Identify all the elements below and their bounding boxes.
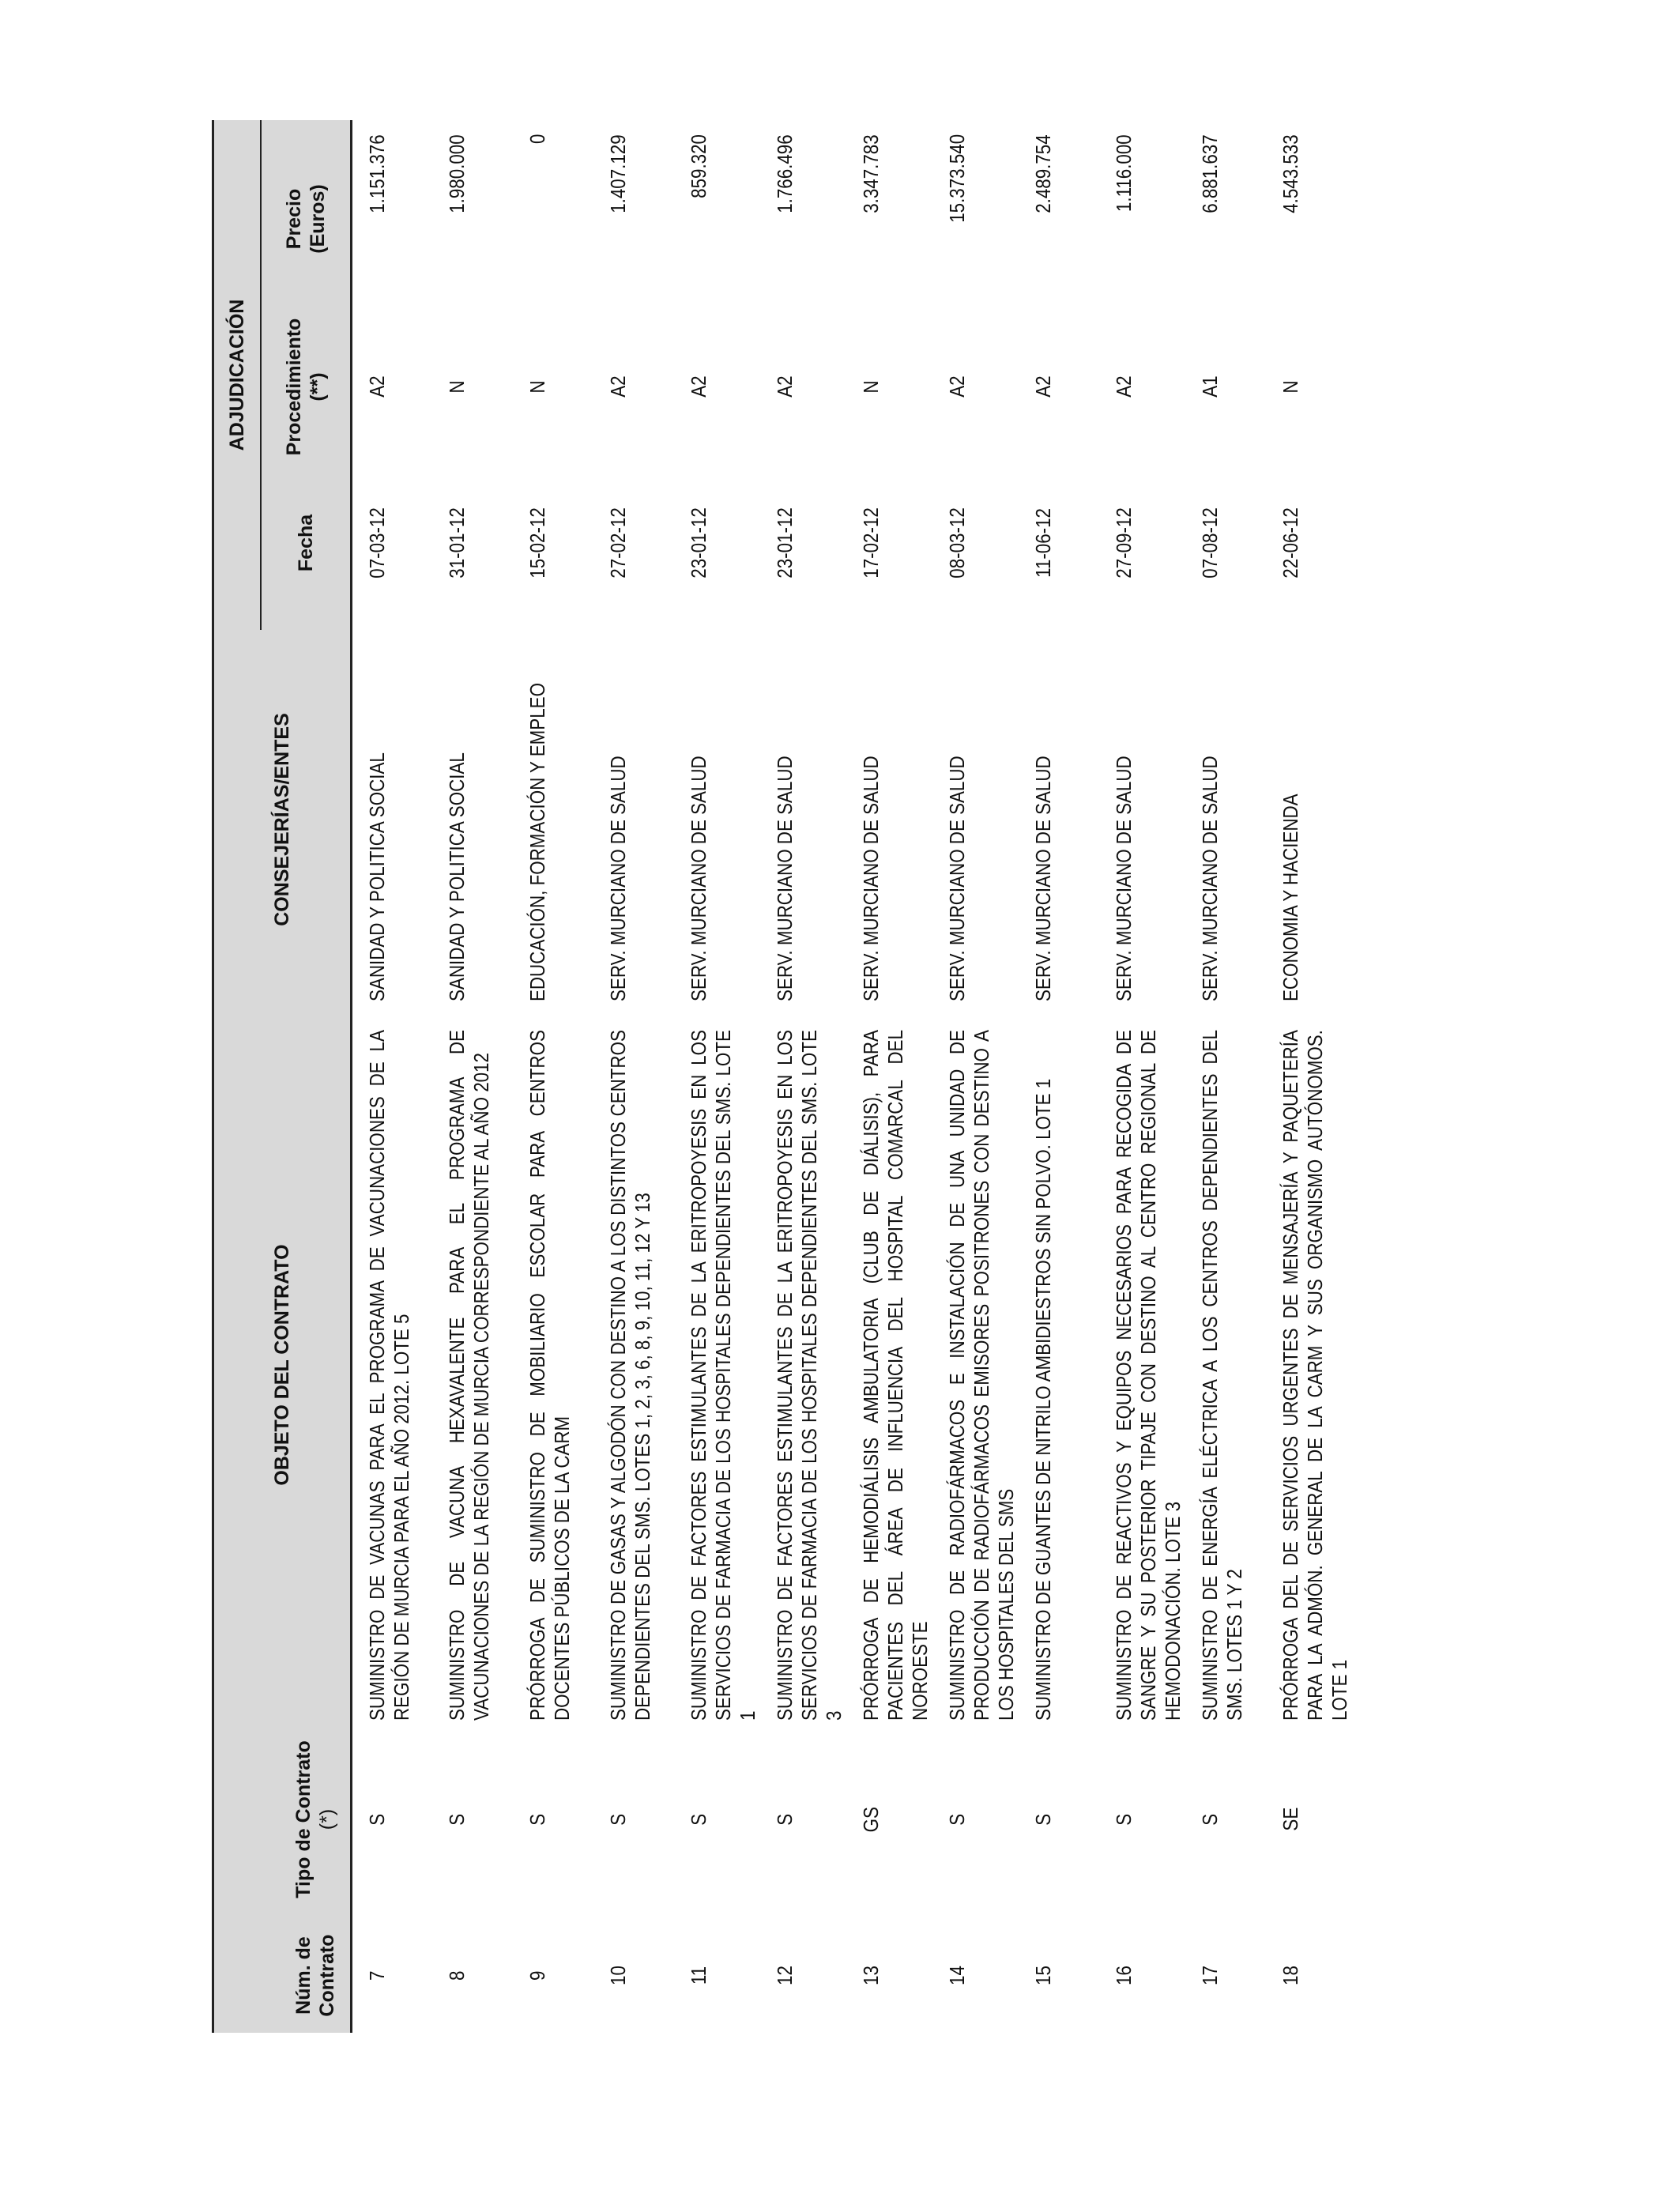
contract-object: SUMINISTRO DE FACTORES ESTIMULANTES DE LA ERITROPOYESIS EN LOS SERVICIOS DE FARMACIA DE LOS HOSPITALES DEPENDIENTES DEL SMS. LOTE 3 (772, 1030, 846, 1721)
contract-number-cell (513, 1918, 593, 2033)
header-fecha (261, 456, 352, 630)
table-body (352, 120, 1352, 2033)
header-fecha-label: Fecha (295, 514, 317, 572)
contract-type: GS (858, 1806, 883, 1833)
award-procedure-cell (352, 318, 432, 456)
contract-type: S (686, 1813, 710, 1826)
contract-number: 13 (858, 1966, 883, 1985)
contract-object: SUMINISTRO DE REACTIVOS Y EQUIPOS NECESARIOS PARA RECOGIDA DE SANGRE Y SU POSTERIOR TIPAJE CON DESTINO AL CENTRO REGIONAL DE HEMODONACIÓN. LOTE 3 (1111, 1030, 1185, 1721)
contract-number-cell (432, 1918, 513, 2033)
award-price: 3.347.783 (858, 134, 883, 213)
contract-number-cell (1099, 1918, 1185, 2033)
header-procedimiento-label: Procedimiento (283, 318, 305, 456)
header-tipo-note: (*) (316, 1808, 338, 1830)
contract-type-cell (1019, 1721, 1099, 1918)
contract-type: SE (1278, 1808, 1302, 1831)
contract-object-cell (1099, 1009, 1185, 1721)
award-date-cell (593, 456, 674, 630)
award-date-cell (1019, 456, 1099, 630)
contract-type-cell (932, 1721, 1019, 1918)
award-price: 1.766.496 (772, 134, 797, 213)
contract-number: 11 (686, 1966, 710, 1985)
contract-consejeria: SERV. MURCIANO DE SALUD (1030, 756, 1055, 1001)
contract-object: SUMINISTRO DE VACUNA HEXAVALENTE PARA EL PROGRAMA DE VACUNACIONES DE LA REGIÓN DE MURCIA CORRESPONDIENTE AL AÑO 2012 (444, 1030, 493, 1721)
table-row (1185, 120, 1266, 2033)
header-adjudicacion-label: ADJUDICACIÓN (226, 299, 248, 451)
contract-number: 14 (944, 1966, 969, 1985)
award-price: 1.116.000 (1111, 134, 1136, 212)
contract-type: S (944, 1813, 969, 1826)
contract-consejeria: SERV. MURCIANO DE SALUD (772, 756, 797, 1001)
contract-object-cell (593, 1009, 674, 1721)
contract-type: S (1111, 1813, 1136, 1826)
award-price: 1.980.000 (444, 134, 469, 213)
award-price-cell (760, 120, 846, 318)
award-procedure-cell (513, 318, 593, 456)
contract-consejeria-cell (760, 630, 846, 1009)
contract-object: PRÓRROGA DE HEMODIÁLISIS AMBULATORIA (CLUB DE DIÁLISIS), PARA PACIENTES DEL ÁREA DE INFLUENCIA DEL HOSPITAL COMARCAL DEL NOROESTE (858, 1030, 932, 1721)
award-price-cell (1185, 120, 1266, 318)
header-tipo (213, 1721, 352, 1918)
contract-type-cell (846, 1721, 932, 1918)
contract-consejeria: EDUCACIÓN, FORMACIÓN Y EMPLEO (525, 683, 549, 1001)
contract-type-cell (674, 1721, 760, 1918)
header-precio-label: Precio (283, 188, 305, 250)
contract-consejeria-cell (846, 630, 932, 1009)
award-procedure-cell (1266, 318, 1352, 456)
table-row (593, 120, 674, 2033)
contract-type-cell (432, 1721, 513, 1918)
award-price: 2.489.754 (1030, 134, 1055, 213)
contract-object: SUMINISTRO DE GASAS Y ALGODÓN CON DESTINO A LOS DISTINTOS CENTROS DEPENDIENTES DEL SMS. LOTES 1, 2, 3, 6, 8, 9, 10, 11, 12 Y 13 (605, 1030, 654, 1721)
contract-consejeria-cell (674, 630, 760, 1009)
award-date: 23-01-12 (772, 507, 797, 579)
header-tipo-label: Tipo de Contrato (292, 1740, 315, 1898)
contract-object-cell (1185, 1009, 1266, 1721)
contract-object-cell (760, 1009, 846, 1721)
contract-object: PRÓRROGA DEL DE SERVICIOS URGENTES DE MENSAJERÍA Y PAQUETERÍA PARA LA ADMÓN. GENERAL DE LA CARM Y SUS ORGANISMO AUTÓNOMOS. LOTE 1 (1278, 1030, 1351, 1721)
contract-object-cell (513, 1009, 593, 1721)
contract-number-cell (593, 1918, 674, 2033)
award-date-cell (1099, 456, 1185, 630)
contract-object: SUMINISTRO DE FACTORES ESTIMULANTES DE LA ERITROPOYESIS EN LOS SERVICIOS DE FARMACIA DE LOS HOSPITALES DEPENDIENTES DEL SMS. LOTE 1 (686, 1030, 759, 1721)
table-row (352, 120, 432, 2033)
contract-type-cell (352, 1721, 432, 1918)
header-num (213, 1918, 352, 2033)
contract-number: 16 (1111, 1966, 1136, 1985)
contract-number-cell (674, 1918, 760, 2033)
award-procedure: N (858, 380, 883, 394)
contract-type: S (1197, 1813, 1222, 1826)
header-objeto-label: OBJETO DEL CONTRATO (271, 1244, 293, 1486)
award-procedure-cell (846, 318, 932, 456)
contract-type: S (605, 1813, 630, 1826)
award-procedure: A2 (944, 375, 969, 398)
award-price-cell (846, 120, 932, 318)
award-date: 31-01-12 (444, 507, 469, 579)
contract-object-cell (1019, 1009, 1099, 1721)
contract-object-cell (352, 1009, 432, 1721)
contract-consejeria-cell (432, 630, 513, 1009)
award-date-cell (1185, 456, 1266, 630)
contract-number: 12 (772, 1966, 797, 1985)
award-date-cell (352, 456, 432, 630)
contract-type: S (1030, 1813, 1055, 1826)
contract-object-cell (1266, 1009, 1352, 1721)
header-objeto (213, 1009, 352, 1721)
award-procedure-cell (432, 318, 513, 456)
award-procedure: A1 (1197, 375, 1222, 398)
contract-type: S (772, 1813, 797, 1826)
contract-consejeria-cell (513, 630, 593, 1009)
table-row (432, 120, 513, 2033)
header-num-label: Núm. de Contrato (292, 1934, 338, 2017)
contract-number-cell (932, 1918, 1019, 2033)
award-procedure: N (525, 380, 549, 394)
contract-type-cell (1099, 1721, 1185, 1918)
contract-consejeria: SERV. MURCIANO DE SALUD (858, 756, 883, 1001)
award-procedure-cell (1185, 318, 1266, 456)
award-price-cell (1099, 120, 1185, 318)
contract-object: PRÓRROGA DE SUMINISTRO DE MOBILIARIO ESCOLAR PARA CENTROS DOCENTES PÚBLICOS DE LA CARM (525, 1030, 574, 1721)
award-date-cell (432, 456, 513, 630)
contract-number: 8 (444, 1970, 469, 1981)
award-price: 859.320 (686, 134, 710, 198)
award-price-cell (352, 120, 432, 318)
contract-consejeria-cell (1185, 630, 1266, 1009)
contract-number: 18 (1278, 1966, 1302, 1985)
contract-number-cell (1019, 1918, 1099, 2033)
header-consejerias (213, 630, 352, 1009)
contract-consejeria-cell (932, 630, 1019, 1009)
contract-type-cell (1266, 1721, 1352, 1918)
award-price-cell (674, 120, 760, 318)
contract-object-cell (932, 1009, 1019, 1721)
award-date: 22-06-12 (1278, 507, 1302, 579)
contracts-table-page (212, 120, 1397, 2033)
header-procedimiento-note: (**) (307, 372, 329, 401)
award-price: 6.881.637 (1197, 134, 1222, 213)
award-procedure: A2 (605, 375, 630, 398)
award-date-cell (674, 456, 760, 630)
award-date: 17-02-12 (858, 507, 883, 579)
award-date-cell (1266, 456, 1352, 630)
header-precio (261, 120, 352, 318)
contract-consejeria-cell (1099, 630, 1185, 1009)
contract-consejeria-cell (1266, 630, 1352, 1009)
award-procedure: A2 (772, 375, 797, 398)
contract-number: 17 (1197, 1966, 1222, 1985)
contract-consejeria: SERV. MURCIANO DE SALUD (944, 756, 969, 1001)
contract-object: SUMINISTRO DE VACUNAS PARA EL PROGRAMA DE VACUNACIONES DE LA REGIÓN DE MURCIA PARA EL AÑO 2012. LOTE 5 (365, 1030, 413, 1721)
contract-consejeria-cell (593, 630, 674, 1009)
contract-object-cell (432, 1009, 513, 1721)
award-procedure: N (1278, 380, 1302, 394)
award-date: 08-03-12 (944, 507, 969, 579)
contract-type: S (444, 1813, 469, 1826)
header-precio-unit: (Euros) (307, 184, 329, 254)
award-date: 07-03-12 (365, 507, 389, 579)
contract-type: S (525, 1813, 549, 1826)
contract-number-cell (1266, 1918, 1352, 2033)
contract-number: 15 (1030, 1966, 1055, 1985)
table-row (674, 120, 760, 2033)
header-procedimiento (261, 318, 352, 456)
award-procedure: N (444, 380, 469, 394)
header-consejerias-label: CONSEJERÍAS/ENTES (271, 713, 293, 926)
contract-consejeria-cell (1019, 630, 1099, 1009)
contract-consejeria: SANIDAD Y POLITICA SOCIAL (365, 752, 389, 1001)
table-row (1099, 120, 1185, 2033)
award-date: 11-06-12 (1030, 508, 1055, 578)
award-procedure: A2 (686, 375, 710, 398)
contract-type-cell (1185, 1721, 1266, 1918)
contract-consejeria: SERV. MURCIANO DE SALUD (1111, 756, 1136, 1001)
award-date: 23-01-12 (686, 507, 710, 579)
contract-consejeria: SERV. MURCIANO DE SALUD (605, 756, 630, 1001)
award-procedure: A2 (365, 375, 389, 398)
contract-type-cell (513, 1721, 593, 1918)
award-procedure-cell (674, 318, 760, 456)
table-row (1019, 120, 1099, 2033)
award-procedure-cell (1099, 318, 1185, 456)
table-row (1266, 120, 1352, 2033)
award-price: 15.373.540 (944, 134, 969, 223)
award-price-cell (513, 120, 593, 318)
award-date: 07-08-12 (1197, 507, 1222, 579)
award-price-cell (432, 120, 513, 318)
contract-number: 10 (605, 1966, 630, 1985)
award-price: 1.407.129 (605, 134, 630, 213)
award-date-cell (513, 456, 593, 630)
contract-object: SUMINISTRO DE RADIOFÁRMACOS E INSTALACIÓN DE UNA UNIDAD DE PRODUCCIÓN DE RADIOFÁRMACOS EMISORES POSITRONES CON DESTINO A LOS HOSPITALES DEL SMS (944, 1030, 1018, 1721)
table-row (513, 120, 593, 2033)
contract-number-cell (352, 1918, 432, 2033)
contract-consejeria: ECONOMIA Y HACIENDA (1278, 794, 1302, 1001)
contract-number-cell (1185, 1918, 1266, 2033)
table-row (846, 120, 932, 2033)
award-price-cell (1019, 120, 1099, 318)
contract-consejeria-cell (352, 630, 432, 1009)
award-procedure-cell (593, 318, 674, 456)
award-price-cell (593, 120, 674, 318)
contract-number: 7 (365, 1970, 389, 1981)
contract-object: SUMINISTRO DE ENERGÍA ELÉCTRICA A LOS CENTROS DEPENDIENTES DEL SMS. LOTES 1 Y 2 (1197, 1030, 1246, 1721)
contract-consejeria: SERV. MURCIANO DE SALUD (1197, 756, 1222, 1001)
contract-type: S (365, 1813, 389, 1826)
award-procedure-cell (932, 318, 1019, 456)
contract-type-cell (760, 1721, 846, 1918)
award-date-cell (846, 456, 932, 630)
contract-object-cell (674, 1009, 760, 1721)
award-price: 0 (525, 134, 549, 145)
award-procedure-cell (1019, 318, 1099, 456)
table-row (760, 120, 846, 2033)
award-procedure: A2 (1030, 375, 1055, 398)
contract-consejeria: SERV. MURCIANO DE SALUD (686, 756, 710, 1001)
table-row (932, 120, 1019, 2033)
contract-consejeria: SANIDAD Y POLITICA SOCIAL (444, 752, 469, 1001)
award-date: 27-09-12 (1111, 507, 1136, 579)
contract-object: SUMINISTRO DE GUANTES DE NITRILO AMBIDIESTROS SIN POLVO. LOTE 1 (1030, 1078, 1055, 1721)
award-price: 1.151.376 (365, 134, 389, 213)
header-adjudicacion (213, 120, 262, 630)
award-procedure-cell (760, 318, 846, 456)
contract-object-cell (846, 1009, 932, 1721)
award-price-cell (932, 120, 1019, 318)
contracts-table (212, 120, 1352, 2033)
award-price-cell (1266, 120, 1352, 318)
contract-number-cell (760, 1918, 846, 2033)
award-procedure: A2 (1111, 375, 1136, 398)
award-date: 27-02-12 (605, 507, 630, 579)
award-date: 15-02-12 (525, 507, 549, 579)
award-date-cell (932, 456, 1019, 630)
award-date-cell (760, 456, 846, 630)
contract-type-cell (593, 1721, 674, 1918)
contract-number-cell (846, 1918, 932, 2033)
contract-number: 9 (525, 1970, 549, 1981)
award-price: 4.543.533 (1278, 134, 1302, 213)
